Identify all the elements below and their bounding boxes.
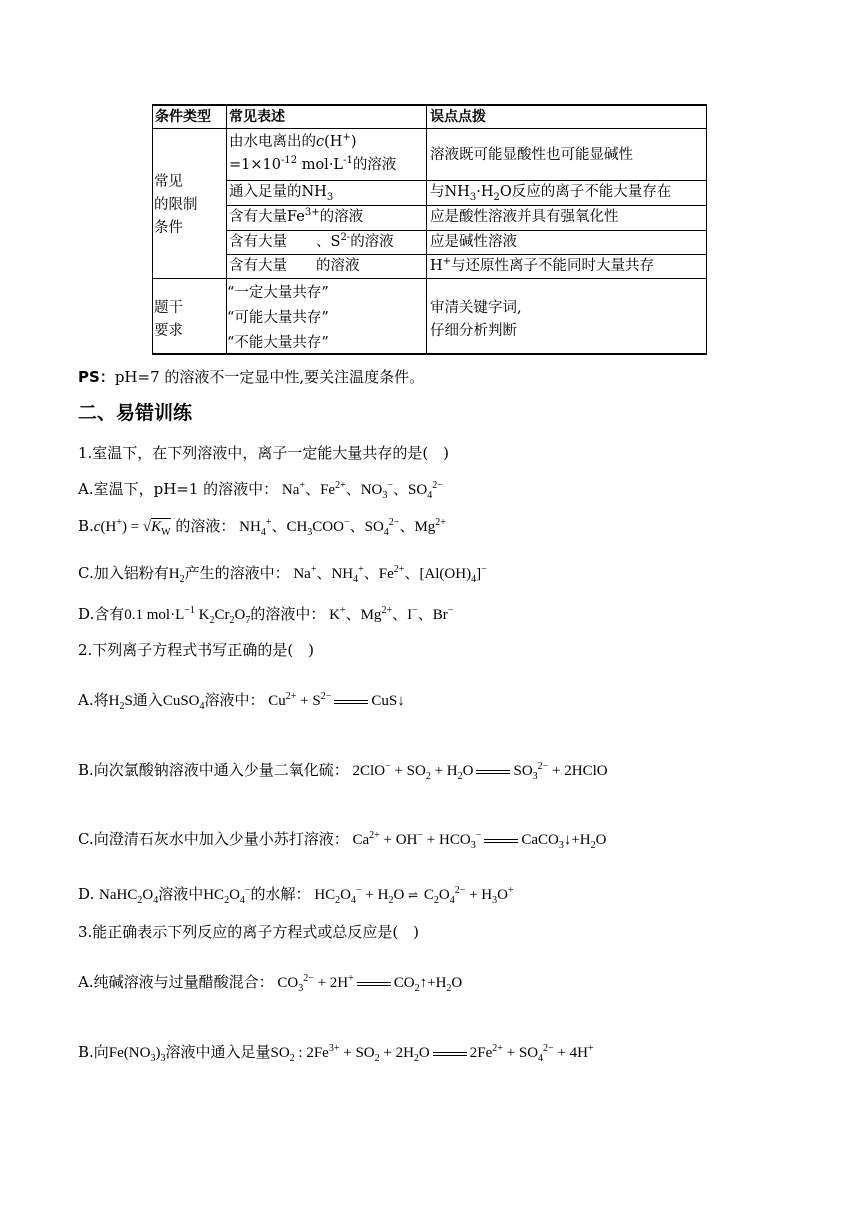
question-1-option-a: A.室温下，pH=1 的溶液中： Na+、$Fe^{2+}$、$NO_3^-$、$SO_4^{2-}$ [78, 480, 443, 501]
requirement-note: 审清关键字词, [430, 300, 522, 316]
group-label-line: 要求 [154, 323, 183, 339]
ps-text: pH=7 的溶液不一定显中性,要关注温度条件。 [114, 368, 425, 386]
question-1-option-c: C.加入铝粉有$H_2$产生的溶液中： Na+、$NH_4^+$、$Fe^{2+}$、$[Al(OH)_4]^-$ [78, 564, 487, 585]
question-2-stem: 2.下列离子方程式书写正确的是( ) [78, 641, 315, 659]
table-header-expression: 常见表述 [229, 109, 285, 125]
table-row-expression: 通入足量的$NH_3$ [229, 184, 334, 203]
table-row-note: 应是碱性溶液 [430, 234, 517, 250]
table-header-type: 条件类型 [155, 109, 211, 125]
question-1-stem: 1.室温下，在下列溶液中，离子一定能大量共存的是( ) [78, 444, 450, 462]
group-label-line: 的限制 [154, 197, 198, 213]
group-label-line: 题干 [154, 300, 183, 316]
question-2-option-a: A.将$H_2S$通入CuSO$_4$溶液中： $Cu^{2+} + S^{2-}$ CuS↓ [78, 691, 405, 712]
table-row-note: 应是酸性溶液并具有强氧化性 [430, 209, 619, 225]
table-row-expression: 含有大量$Fe^{3+}$的溶液 [229, 207, 364, 225]
section-title: 二、易错训练 [78, 402, 193, 424]
requirement-line: “不能大量共存” [227, 335, 329, 351]
table-row-note: 与$NH_3\cdot H_2O$反应的离子不能大量存在 [430, 184, 672, 203]
ps-label: PS： [78, 368, 115, 386]
question-3-option-b: B.向$Fe(NO_3)_3$溶液中通入足量$SO_2$ : $2Fe^{3+} + SO_2 + 2H_2O$ $2Fe^{2+} + SO_4^{2-} + 4H^+$ [78, 1043, 594, 1064]
table-row-expression: 由水电离出的c(H+) [229, 132, 357, 150]
question-1-option-b: $B.c(H^+) = √K_W$ 的溶液： $NH_4^+$、$CH_3COO^-$、$SO_4^{2-}$、$Mg^{2+}$ [78, 517, 446, 538]
question-2-option-b: B.向次氯酸钠溶液中通入少量二氧化硫： $2ClO^- + SO_2 + H_2O$ $SO_3^{2-}$ + 2HClO [78, 761, 608, 782]
requirement-line: “一定大量共存” [227, 285, 329, 301]
table-row-note: H+与还原性离子不能同时大量共存 [430, 256, 655, 274]
question-1-option-d: D.含有0.1 $mol\cdot L^{-1}$ $K_2Cr_2O_7$的溶液中： K+、$Mg^{2+}$、I−、Br− [78, 605, 454, 626]
table-row-expression: 含有大量 的溶液 [229, 258, 360, 274]
table-header-note: 误点点拨 [430, 109, 486, 125]
table-row-expression: 含有大量 、$S^{2-}$的溶液 [229, 232, 394, 250]
table-row-note: 溶液既可能显酸性也可能显碱性 [430, 147, 633, 163]
question-2-option-d: D. $NaHC_2O_4$溶液中$HC_2O_4^-$的水解： $HC_2O_4^- + H_2O$ ⇌ $C_2O_4^{2-} + H_3O^+$ [78, 885, 514, 906]
table-row-expression: $=1\times 10^{-12}$ $mol\cdot L^{-1}$的溶液 [229, 155, 397, 173]
ps-note [78, 367, 424, 387]
question-3-option-a: A.纯碱溶液与过量醋酸混合： $CO_3^{2-} + 2H^+$ $CO_2↑+H_2O$ [78, 973, 463, 994]
group-label-line: 条件 [154, 220, 183, 236]
question-2-option-c: C.向澄清石灰水中加入少量小苏打溶液： $Ca^{2+} + OH^- + HCO_3^-$ $CaCO_3↓+H_2O$ [78, 830, 607, 851]
requirement-note: 仔细分析判断 [430, 323, 517, 339]
group-label-line: 常见 [154, 174, 183, 190]
requirement-line: “可能大量共存” [227, 310, 329, 326]
question-3-stem: 3.能正确表示下列反应的离子方程式或总反应是( ) [78, 923, 420, 941]
